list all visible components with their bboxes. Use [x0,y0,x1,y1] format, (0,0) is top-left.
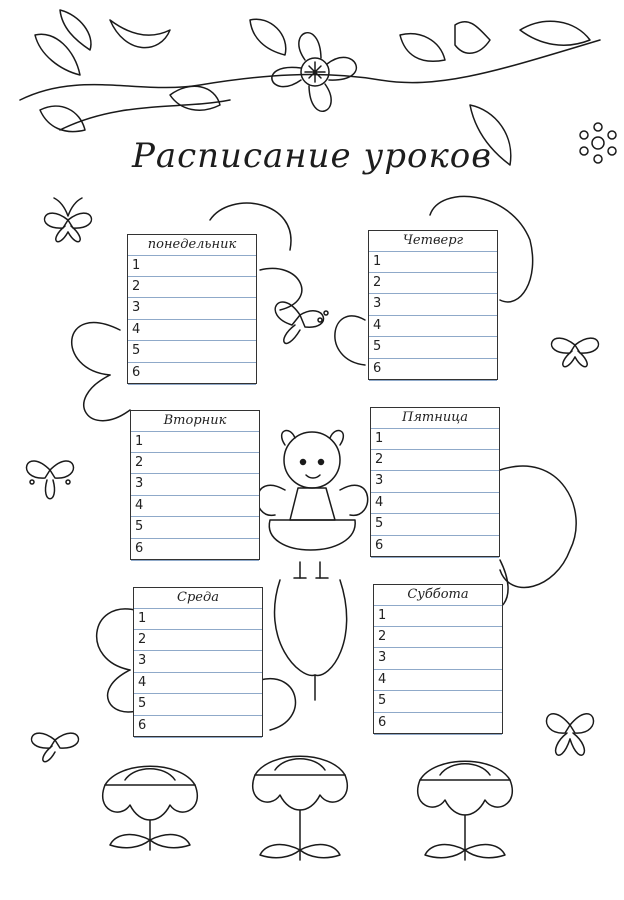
lesson-row[interactable] [134,673,262,695]
lesson-number: 1 [375,431,384,446]
lesson-row[interactable] [131,517,259,539]
day-name: Пятница [401,410,469,425]
schedule-card-tuesday [130,410,260,560]
day-name: Суббота [407,587,469,602]
lesson-number: 3 [378,650,387,666]
girl-fairy-illustration [257,431,367,700]
schedule-card-friday [370,407,500,557]
lesson-number: 4 [138,674,147,690]
bottom-daisy-left [103,766,198,850]
lesson-number: 4 [132,321,141,337]
day-name: понедельник [147,237,237,252]
lesson-row[interactable] [369,337,497,359]
lesson-number: 6 [132,364,141,380]
butterfly-left-top [44,198,91,242]
lesson-row[interactable] [371,514,499,536]
butterfly-right [551,338,598,367]
lesson-row[interactable] [131,431,259,453]
lesson-number: 1 [378,608,387,623]
lesson-row[interactable] [369,359,497,381]
lesson-number: 1 [135,434,144,449]
lesson-row[interactable] [371,450,499,472]
lesson-row[interactable] [371,471,499,493]
lesson-number: 1 [373,254,382,269]
bottom-daisy-center [253,756,348,860]
lesson-number: 2 [378,628,387,644]
lesson-number: 4 [375,494,384,510]
schedule-card-thursday [368,230,498,380]
day-name: Четверг [402,233,464,248]
lesson-row[interactable] [131,496,259,518]
lesson-row[interactable] [374,605,502,627]
lesson-number: 6 [138,717,147,733]
lesson-number: 4 [373,317,382,333]
lesson-row[interactable] [369,294,497,316]
day-name: Вторник [163,413,227,428]
lesson-number: 2 [132,278,141,294]
lesson-number: 4 [378,671,387,687]
lesson-number: 5 [132,343,141,359]
lesson-row[interactable] [374,691,502,713]
lesson-row[interactable] [128,341,256,363]
lesson-number: 2 [373,274,382,290]
lesson-row[interactable] [374,713,502,735]
schedule-card-monday [127,234,257,384]
butterfly-left-bottom [31,733,78,762]
lesson-row[interactable] [374,627,502,649]
lesson-number: 5 [378,693,387,709]
lesson-row[interactable] [134,651,262,673]
page-title: Расписание уроков [131,136,493,176]
lesson-number: 6 [378,714,387,730]
lesson-row[interactable] [128,320,256,342]
lesson-row[interactable] [374,648,502,670]
lesson-row[interactable] [131,453,259,475]
lesson-row[interactable] [128,255,256,277]
lesson-row[interactable] [371,493,499,515]
lesson-number: 1 [132,258,141,273]
lesson-row[interactable] [371,536,499,558]
butterfly-left-mid [26,461,73,499]
lesson-number: 3 [132,300,141,316]
lesson-number: 2 [138,631,147,647]
lesson-number: 4 [135,497,144,513]
schedule-card-saturday [373,584,503,734]
lesson-row[interactable] [134,716,262,738]
lesson-number: 3 [373,296,382,312]
lesson-row[interactable] [134,630,262,652]
lesson-number: 5 [373,339,382,355]
lesson-row[interactable] [374,670,502,692]
lesson-row[interactable] [128,277,256,299]
schedule-card-wednesday [133,587,263,737]
lesson-number: 2 [135,454,144,470]
lesson-row[interactable] [371,428,499,450]
lesson-number: 6 [135,540,144,556]
lesson-row[interactable] [131,474,259,496]
lesson-row[interactable] [128,363,256,385]
lesson-row[interactable] [128,298,256,320]
butterfly-right-bottom [546,714,593,755]
day-name: Среда [177,590,219,605]
lesson-row[interactable] [134,608,262,630]
lesson-number: 5 [138,696,147,712]
lesson-row[interactable] [369,316,497,338]
lesson-row[interactable] [131,539,259,561]
lesson-number: 3 [138,653,147,669]
lesson-row[interactable] [369,273,497,295]
lesson-number: 5 [135,519,144,535]
lesson-number: 1 [138,611,147,626]
lesson-number: 5 [375,516,384,532]
lesson-row[interactable] [369,251,497,273]
lesson-number: 3 [135,476,144,492]
lesson-row[interactable] [134,694,262,716]
lesson-number: 6 [373,360,382,376]
lesson-number: 3 [375,473,384,489]
lesson-number: 6 [375,537,384,553]
lesson-number: 2 [375,451,384,467]
butterfly-center [275,302,328,343]
bottom-daisy-right [418,761,513,860]
